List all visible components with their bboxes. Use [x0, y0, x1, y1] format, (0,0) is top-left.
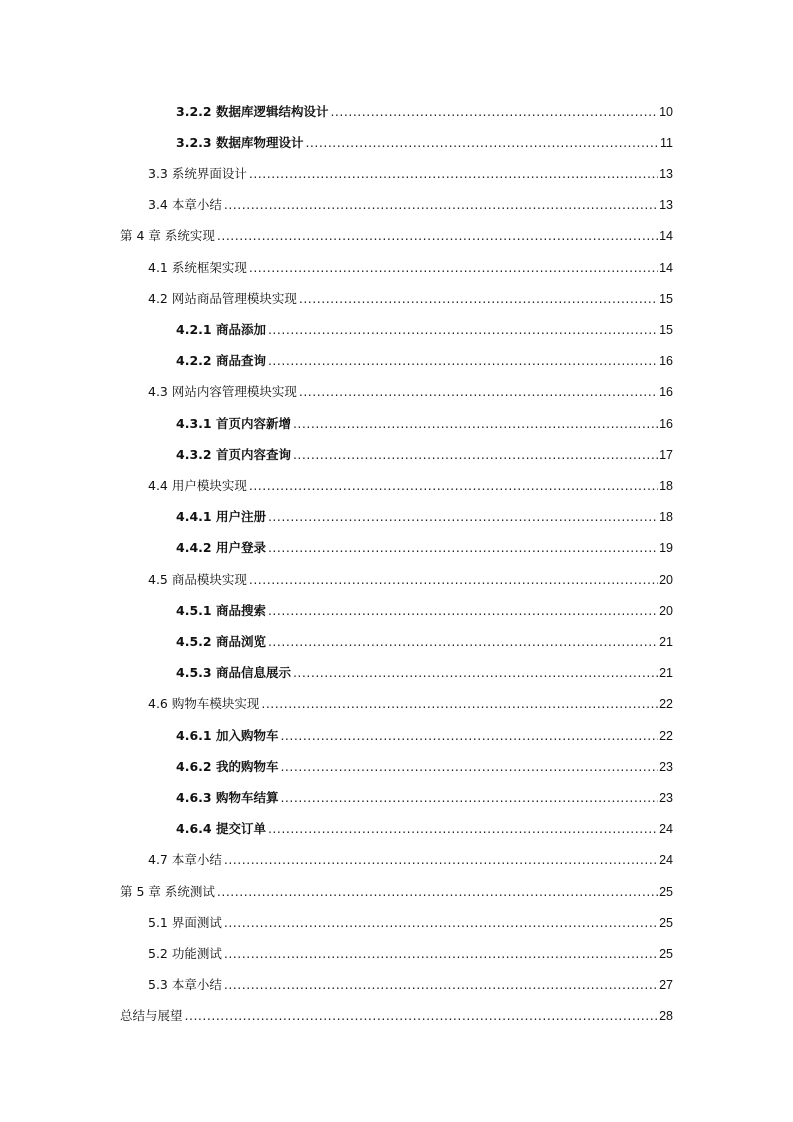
dot-leader — [261, 696, 658, 712]
toc-entry-page-number: 16 — [659, 354, 673, 369]
dot-leader — [293, 447, 658, 463]
dot-leader — [249, 166, 658, 182]
toc-entry-page-number: 19 — [659, 541, 673, 556]
dot-leader — [224, 977, 658, 993]
toc-entry[interactable] — [148, 283, 673, 314]
toc-entry-page-number: 16 — [659, 416, 673, 431]
dot-leader — [249, 572, 658, 588]
toc-entry-title: 4.3 网站内容管理模块实现 — [148, 384, 297, 400]
toc-entry-title: 4.4.1 用户注册 — [176, 509, 266, 525]
toc-entry-title: 4.1 系统框架实现 — [148, 259, 247, 275]
dot-leader — [293, 416, 658, 432]
dot-leader — [217, 884, 658, 900]
toc-entry-page-number: 20 — [659, 603, 673, 618]
toc-entry-page-number: 18 — [659, 478, 673, 493]
dot-leader — [268, 353, 658, 369]
dot-leader — [268, 322, 658, 338]
toc-entry-title: 5.3 本章小结 — [148, 977, 222, 993]
toc-entry[interactable] — [148, 970, 673, 1001]
toc-entry[interactable] — [148, 689, 673, 720]
toc-entry-page-number: 17 — [659, 447, 673, 462]
toc-entry-page-number: 13 — [659, 198, 673, 213]
dot-leader — [268, 540, 658, 556]
toc-entry-title: 4.6.2 我的购物车 — [176, 758, 279, 774]
toc-entry-title: 3.2.3 数据库物理设计 — [176, 134, 304, 150]
toc-entry[interactable] — [176, 626, 673, 657]
toc-entry-title: 4.4 用户模块实现 — [148, 477, 247, 493]
toc-entry[interactable] — [148, 907, 673, 938]
toc-entry-page-number: 24 — [659, 853, 673, 868]
toc-entry-page-number: 10 — [659, 104, 673, 119]
toc-entry[interactable] — [176, 127, 673, 158]
toc-entry-title: 4.2.2 商品查询 — [176, 353, 266, 369]
toc-entry-title: 4.4.2 用户登录 — [176, 540, 266, 556]
toc-entry-title: 第 5 章 系统测试 — [120, 883, 215, 899]
toc-entry-title: 总结与展望 — [120, 1008, 183, 1024]
toc-entry[interactable] — [176, 408, 673, 439]
toc-entry-page-number: 25 — [659, 915, 673, 930]
dot-leader — [268, 509, 658, 525]
dot-leader — [185, 1008, 659, 1024]
toc-entry[interactable] — [176, 502, 673, 533]
toc-entry-page-number: 23 — [659, 790, 673, 805]
toc-entry-page-number: 24 — [659, 822, 673, 837]
toc-entry-page-number: 28 — [659, 1009, 673, 1024]
dot-leader — [268, 603, 658, 619]
dot-leader — [268, 821, 658, 837]
toc-entry-page-number: 15 — [659, 291, 673, 306]
toc-entry[interactable] — [148, 938, 673, 969]
toc-entry-title: 4.5 商品模块实现 — [148, 571, 247, 587]
dot-leader — [299, 291, 658, 307]
toc-entry[interactable] — [148, 252, 673, 283]
toc-entry-title: 3.4 本章小结 — [148, 197, 222, 213]
toc-entry-page-number: 22 — [659, 697, 673, 712]
toc-entry-title: 4.3.2 首页内容查询 — [176, 446, 291, 462]
toc-entry-title: 4.7 本章小结 — [148, 852, 222, 868]
toc-entry[interactable] — [148, 845, 673, 876]
toc-entry[interactable] — [176, 439, 673, 470]
toc-entry-title: 5.2 功能测试 — [148, 945, 222, 961]
toc-entry[interactable] — [176, 314, 673, 345]
toc-entry[interactable] — [176, 751, 673, 782]
toc-entry[interactable] — [176, 782, 673, 813]
toc-entry-page-number: 27 — [659, 978, 673, 993]
dot-leader — [268, 634, 658, 650]
toc-entry-page-number: 22 — [659, 728, 673, 743]
dot-leader — [224, 852, 658, 868]
toc-entry[interactable] — [120, 876, 673, 907]
toc-entry[interactable] — [176, 720, 673, 751]
dot-leader — [280, 790, 658, 806]
toc-entry-page-number: 15 — [659, 322, 673, 337]
toc-entry-page-number: 13 — [659, 166, 673, 181]
dot-leader — [224, 946, 658, 962]
toc-entry-page-number: 18 — [659, 510, 673, 525]
dot-leader — [280, 728, 658, 744]
toc-entry-title: 4.6.3 购物车结算 — [176, 789, 279, 805]
toc-entry[interactable] — [148, 377, 673, 408]
dot-leader — [224, 915, 658, 931]
dot-leader — [330, 104, 658, 120]
toc-entry-title: 4.2.1 商品添加 — [176, 321, 266, 337]
toc-entry-title: 4.5.1 商品搜索 — [176, 602, 266, 618]
toc-entry-title: 4.6.4 提交订单 — [176, 821, 266, 837]
toc-entry[interactable] — [176, 814, 673, 845]
dot-leader — [293, 665, 658, 681]
toc-entry-title: 3.2.2 数据库逻辑结构设计 — [176, 103, 329, 119]
dot-leader — [299, 384, 658, 400]
dot-leader — [280, 759, 658, 775]
toc-entry-title: 5.1 界面测试 — [148, 914, 222, 930]
toc-entry-page-number: 14 — [659, 229, 673, 244]
toc-entry[interactable] — [120, 1001, 673, 1032]
toc-entry-page-number: 23 — [659, 759, 673, 774]
toc-entry[interactable] — [148, 190, 673, 221]
toc-entry-page-number: 20 — [659, 572, 673, 587]
dot-leader — [224, 197, 658, 213]
toc-entry-page-number: 14 — [659, 260, 673, 275]
toc-entry-page-number: 25 — [659, 884, 673, 899]
toc-entry-page-number: 11 — [660, 135, 673, 150]
toc-entry-page-number: 21 — [659, 634, 673, 649]
dot-leader — [305, 135, 659, 151]
toc-entry-title: 4.6.1 加入购物车 — [176, 727, 279, 743]
toc-entry-page-number: 21 — [659, 666, 673, 681]
toc-entry[interactable] — [120, 221, 673, 252]
toc-entry-title: 4.3.1 首页内容新增 — [176, 415, 291, 431]
toc-entry[interactable] — [176, 96, 673, 127]
toc-entry[interactable] — [176, 658, 673, 689]
toc-entry[interactable] — [148, 470, 673, 501]
dot-leader — [249, 478, 658, 494]
toc-entry[interactable] — [176, 346, 673, 377]
toc-entry-page-number: 25 — [659, 946, 673, 961]
dot-leader — [217, 228, 658, 244]
toc-entry-title: 第 4 章 系统实现 — [120, 228, 215, 244]
toc-entry[interactable] — [176, 595, 673, 626]
toc-entry-title: 4.6 购物车模块实现 — [148, 696, 260, 712]
dot-leader — [249, 260, 658, 276]
toc-entry-title: 4.5.3 商品信息展示 — [176, 665, 291, 681]
toc-entry[interactable] — [148, 564, 673, 595]
toc-entry-title: 4.2 网站商品管理模块实现 — [148, 290, 297, 306]
toc-entry[interactable] — [148, 158, 673, 189]
toc-entry-title: 3.3 系统界面设计 — [148, 165, 247, 181]
toc-entry-title: 4.5.2 商品浏览 — [176, 633, 266, 649]
toc-entry[interactable] — [176, 533, 673, 564]
toc-entry-page-number: 16 — [659, 385, 673, 400]
